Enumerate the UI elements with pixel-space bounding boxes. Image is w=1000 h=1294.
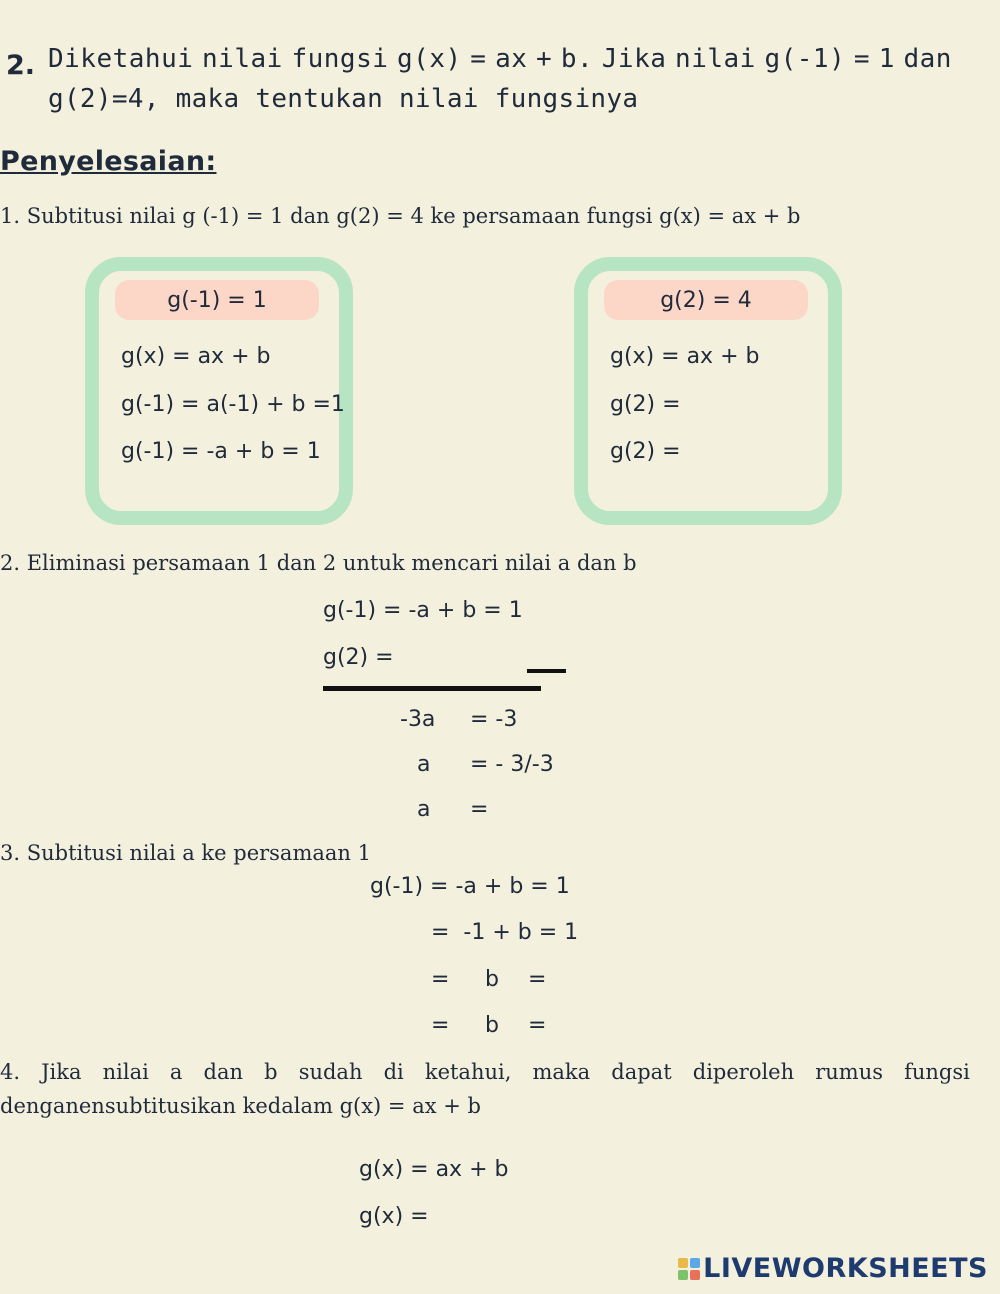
word: a xyxy=(169,1060,183,1084)
word: ax xyxy=(495,44,528,74)
box-line: g(-1) = a(-1) + b =1 xyxy=(121,392,345,417)
liveworksheets-logo xyxy=(678,1253,988,1284)
subst-b: b xyxy=(485,1013,499,1038)
subst-line-1: g(-1) = -a + b = 1 xyxy=(370,874,570,899)
word: nilai xyxy=(202,44,283,74)
step-3-text: 3. Subtitusi nilai a ke persamaan 1 xyxy=(0,841,371,865)
elim-eq-2: g(2) = xyxy=(323,645,394,670)
box-line: g(2) = xyxy=(610,439,681,464)
solution-heading: Penyelesaian: xyxy=(0,146,217,177)
elim-result-right: = -3 xyxy=(470,707,518,732)
word: = xyxy=(470,44,487,74)
word: Jika xyxy=(41,1060,82,1084)
word: ketahui, xyxy=(424,1060,512,1084)
subst-line-2: = -1 + b = 1 xyxy=(431,920,579,945)
elim-result-left: -3a xyxy=(400,707,436,732)
box-line: g(-1) = -a + b = 1 xyxy=(121,439,321,464)
word: g(x) xyxy=(397,44,462,74)
word: 4. xyxy=(0,1060,21,1084)
word: fungsi xyxy=(904,1060,970,1084)
question-line-1 xyxy=(48,44,952,74)
word: 1 xyxy=(878,44,895,74)
elimination-rule xyxy=(323,686,541,691)
logo-square xyxy=(678,1258,688,1268)
step-4-line-1 xyxy=(0,1060,970,1084)
step-4-line-2: denganensubtitusikan kedalam g(x) = ax + b xyxy=(0,1094,481,1118)
box-g-2 xyxy=(574,257,842,525)
box-line: g(x) = ax + b xyxy=(610,344,760,369)
word: b. xyxy=(560,44,594,74)
elim-a-right: = - 3/-3 xyxy=(470,752,554,777)
function-line-1: g(x) = ax + b xyxy=(359,1157,509,1182)
word: dan xyxy=(203,1060,244,1084)
elim-eq-1: g(-1) = -a + b = 1 xyxy=(323,598,523,623)
box-title: g(-1) = 1 xyxy=(115,280,319,320)
word: di xyxy=(383,1060,404,1084)
word: fungsi xyxy=(291,44,389,74)
word: g(-1) xyxy=(764,44,846,74)
elim-a-left: a xyxy=(417,752,431,777)
word: nilai xyxy=(675,44,756,74)
logo-square xyxy=(678,1270,688,1280)
logo-text: LIVEWORKSHEETS xyxy=(703,1253,988,1284)
word: diperoleh xyxy=(692,1060,795,1084)
box-title: g(2) = 4 xyxy=(604,280,808,320)
step-1-text: 1. Subtitusi nilai g (-1) = 1 dan g(2) = 4 ke persamaan fungsi g(x) = ax + b xyxy=(0,204,801,228)
logo-square xyxy=(690,1270,700,1280)
word: + xyxy=(536,44,553,74)
question-line-2: g(2)=4, maka tentukan nilai fungsinya xyxy=(48,84,639,114)
word: = xyxy=(853,44,871,74)
word: rumus xyxy=(815,1060,884,1084)
word: maka xyxy=(532,1060,591,1084)
box-line: g(x) = ax + b xyxy=(121,344,271,369)
subst-b: b xyxy=(485,967,499,992)
box-g-minus-1 xyxy=(85,257,353,525)
elim-a-left-2: a xyxy=(417,797,431,822)
word: sudah xyxy=(298,1060,363,1084)
function-answer: g(x) = xyxy=(359,1204,429,1229)
word: dan xyxy=(903,44,952,74)
subst-eq: = xyxy=(431,1013,450,1038)
word: nilai xyxy=(102,1060,149,1084)
logo-grid-icon xyxy=(678,1258,700,1280)
subst-eq: = xyxy=(528,967,547,992)
word: dapat xyxy=(611,1060,672,1084)
word: Diketahui xyxy=(48,44,194,74)
subst-eq: = xyxy=(528,1013,547,1038)
box-line: g(2) = xyxy=(610,392,681,417)
question-number: 2. xyxy=(6,50,36,81)
minus-sign xyxy=(527,669,566,673)
word: Jika xyxy=(601,44,667,74)
elim-a-answer: = xyxy=(470,797,489,822)
word: b xyxy=(264,1060,278,1084)
step-2-text: 2. Eliminasi persamaan 1 dan 2 untuk mencari nilai a dan b xyxy=(0,551,637,575)
subst-eq: = xyxy=(431,967,450,992)
logo-square xyxy=(690,1258,700,1268)
